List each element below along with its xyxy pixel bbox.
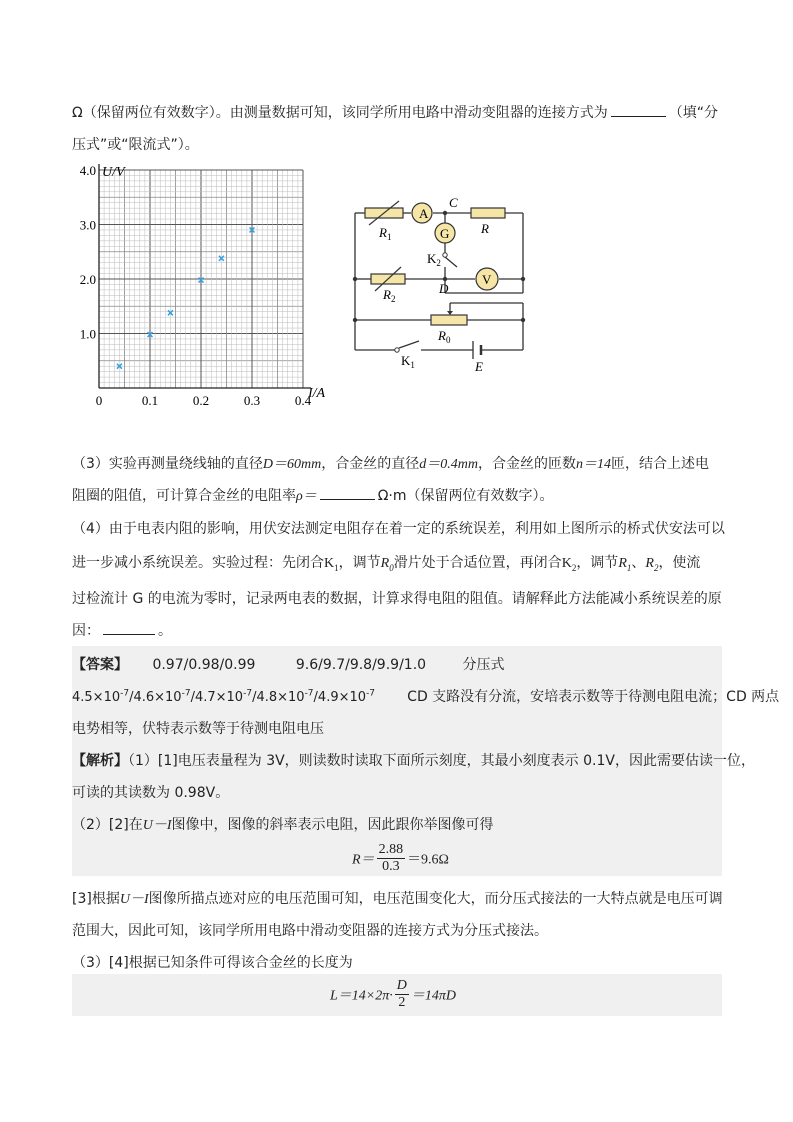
analysis-line-6: （3）[4]根据已知条件可得该合金丝的长度为 <box>72 955 353 971</box>
q4-r0: $R_0$ <box>380 556 394 573</box>
analysis-p1a: （1）[1]电压表量程为 3V，则读数时读取下面所示刻度，其最小刻度表示 0.1V，因此需要估读一位， <box>128 753 755 769</box>
answer-1: 0.97/0.98/0.99 <box>152 657 256 673</box>
q4-text-f: 因： <box>72 623 100 639</box>
q3-text-b: ，合金丝的直径 <box>321 456 420 472</box>
answer-3: 分压式 <box>462 657 505 673</box>
answer-4: $4.5\times 10^{-7}/4.6\times 10^{-7}/4.7\times 10^{-7}/4.8\times 10^{-7}/4.9\times 10^{-7}$ <box>72 688 376 705</box>
answer-label: 【答案】 <box>72 657 128 673</box>
q4-text-a: 进一步减小系统误差。实验过程：先闭合 <box>72 555 324 571</box>
analysis-line-3 <box>72 814 494 834</box>
analysis-line-4: [3]根据U－I图像所描点迹对应的电压范围可知，电压范围变化大，而分压式接法的一大特点就是电压可调 <box>72 891 723 907</box>
q4-line-4 <box>72 620 172 640</box>
galvanometer-label: G <box>440 226 450 241</box>
node-d-label: D <box>439 281 449 296</box>
q3-text-e: 阻圈的阻值，可计算合金丝的电阻率 <box>72 488 296 504</box>
x-tick-label: 0.3 <box>243 393 261 407</box>
q3-rho: ρ＝ <box>296 489 317 504</box>
q4-line-3: 过检流计 G 的电流为零时，记录两电表的数据，计算求得电阻的阻值。请解释此方法能减小系统误差的原 <box>72 591 722 607</box>
y-axis-label: U/V <box>102 165 125 180</box>
answer-blank <box>611 102 666 117</box>
q4-r2: $R_2$ <box>645 556 659 573</box>
y-tick-label: 2.0 <box>79 272 96 287</box>
r1-label: $R_1$ <box>379 225 392 242</box>
answer-line-1 <box>72 654 505 674</box>
q3-d-diameter: D＝60mm <box>262 457 322 472</box>
ui-chart <box>72 162 332 407</box>
r-label: R <box>481 221 489 236</box>
y-tick-label: 4.0 <box>79 163 96 178</box>
y-tick-label: 1.0 <box>79 326 96 342</box>
equation-resistance: R＝ $\frac{2.88}{0.3}$ ＝9.6Ω <box>352 842 449 874</box>
e-label: E <box>475 359 483 374</box>
q4-r1: $R_1$ <box>618 556 632 573</box>
answer-5: CD 支路没有分流，安培表示数等于待测电阻电流；CD 两点 <box>407 689 780 705</box>
chart-grid <box>99 170 303 388</box>
analysis-p2a: （2）[2]在 <box>72 817 143 833</box>
r2-label: $R_2$ <box>383 287 396 304</box>
q3-text-c: ，合金丝的匝数 <box>478 456 576 472</box>
answer-blank <box>103 620 155 635</box>
answer-line-2 <box>72 686 779 706</box>
q3-text-f: Ω·m（保留两位有效数字）。 <box>377 488 554 504</box>
q4-text-e: ，使流 <box>658 555 701 571</box>
q3-turns: n＝14 <box>576 457 611 472</box>
answer-2: 9.6/9.7/9.8/9.9/1.0 <box>295 657 427 673</box>
analysis-p2b: 图像中，图像的斜率表示电阻，因此跟你举图像可得 <box>171 817 494 833</box>
intro-line-1-tail: （填“分 <box>668 105 718 121</box>
q3-line-2 <box>72 485 554 505</box>
q4-line-1: （4）由于电表内阻的影响，用伏安法测定电阻存在着一定的系统误差，利用如上图所示的桥式伏安法可以 <box>72 521 725 537</box>
q3-line-1 <box>72 453 709 473</box>
intro-line-1-text: Ω（保留两位有效数字）。由测量数据可知，该同学所用电路中滑动变阻器的连接方式为 <box>72 105 608 121</box>
x-tick-label: 0.2 <box>192 393 210 407</box>
answer-blank <box>320 485 375 500</box>
circuit-diagram <box>345 195 545 380</box>
y-tick-label: 3.0 <box>79 217 96 233</box>
equation-length: L＝14×2π· $\frac{D}{2}$ ＝14πD <box>330 978 456 1010</box>
node-c-label: C <box>449 195 458 210</box>
q4-sep: 、 <box>631 555 646 571</box>
intro-line-1 <box>72 102 718 122</box>
k1-label: $K_1$ <box>401 353 415 370</box>
analysis-line-5: 范围大，因此可知，该同学所用电路中滑动变阻器的连接方式为分压式接法。 <box>72 923 548 939</box>
k2-label: $K_2$ <box>427 251 441 268</box>
analysis-label: 【解析】 <box>72 753 128 769</box>
q4-k2: $K_2$ <box>561 556 577 573</box>
voltmeter-label: V <box>482 272 492 287</box>
q4-text-d: ，调节 <box>576 555 619 571</box>
answer-line-3: 电势相等，伏特表示数等于待测电阻电压 <box>72 721 324 737</box>
intro-line-2: 压式”或“限流式”）。 <box>72 137 199 153</box>
x-tick-label: 0.4 <box>294 393 312 407</box>
q3-text-d: 匝，结合上述电 <box>611 456 709 472</box>
q3-wire-diameter: d＝0.4mm <box>419 457 478 472</box>
q4-text-c: 滑片处于合适位置，再闭合 <box>393 555 562 571</box>
q4-line-2 <box>72 552 700 573</box>
q4-text-b: ，调节 <box>338 555 381 571</box>
ammeter-label: A <box>419 206 429 221</box>
x-axis-label: I/A <box>308 386 326 401</box>
x-tick-label: 0 <box>95 393 103 407</box>
analysis-line-1 <box>72 750 755 770</box>
q3-text-a: （3）实验再测量绕线轴的直径 <box>72 456 263 472</box>
analysis-ui: U－I <box>142 818 172 833</box>
analysis-line-2: 可读的其读数为 0.98V。 <box>72 785 230 801</box>
x-tick-label: 0.1 <box>141 393 159 407</box>
q4-text-g: 。 <box>158 623 172 639</box>
q4-k1: $K_1$ <box>324 556 339 573</box>
r0-label: $R_0$ <box>438 328 451 345</box>
